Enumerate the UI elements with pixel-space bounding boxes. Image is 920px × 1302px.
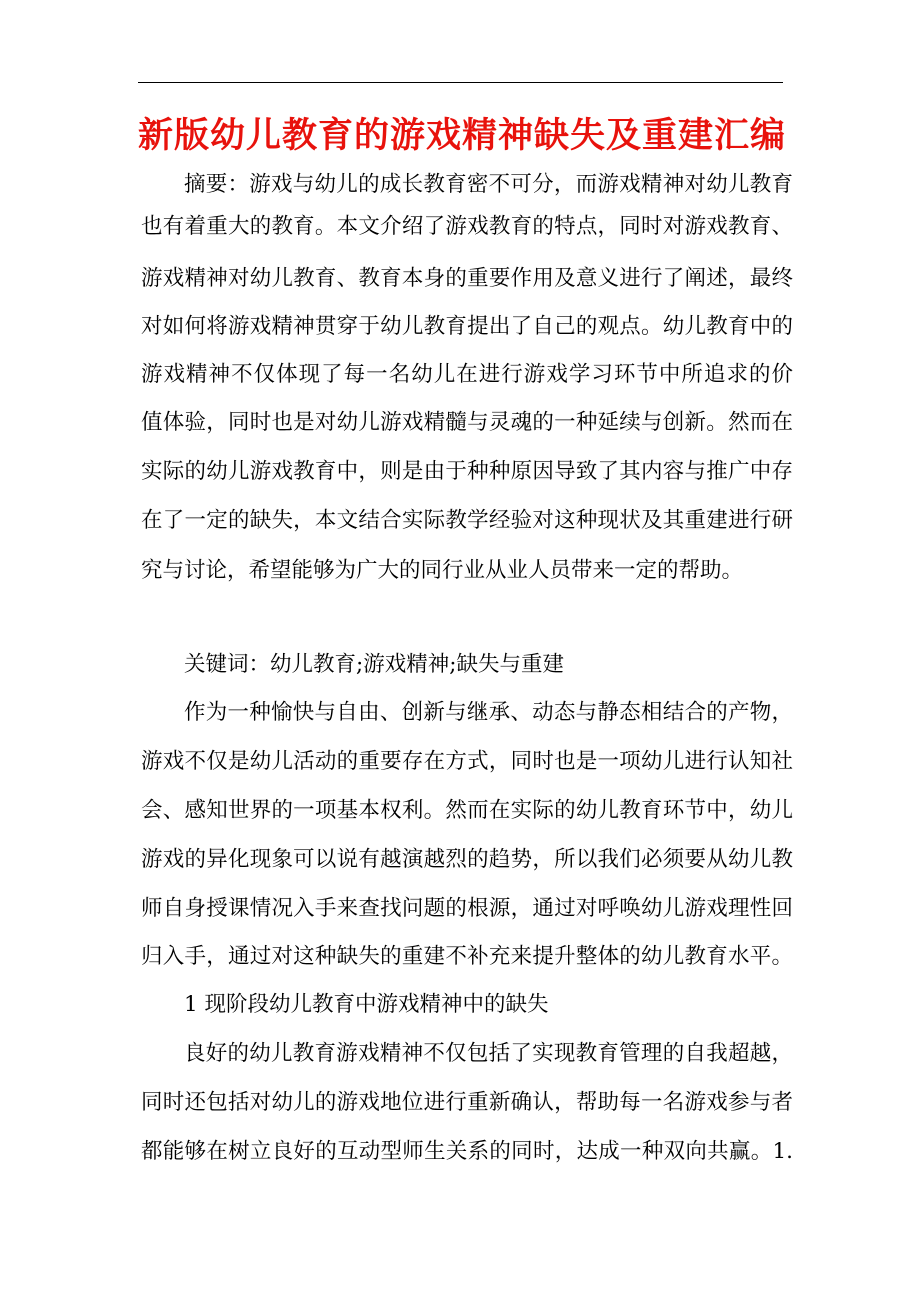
abstract-line: 究与讨论，希望能够为广大的同行业从业人员带来一定的帮助。: [141, 558, 744, 583]
intro-line: 归入手，通过对这种缺失的重建不补充来提升整体的幼儿教育水平。: [141, 944, 793, 969]
abstract-line: 游戏精神不仅体现了每一名幼儿在进行游戏学习环节中所追求的价: [141, 362, 793, 387]
intro-line: 会、感知世界的一项基本权利。然而在实际的幼儿教育环节中，幼儿: [141, 798, 793, 823]
header-rule: [138, 82, 783, 83]
abstract-line: 在了一定的缺失，本文结合实际教学经验对这种现状及其重建进行研: [141, 508, 793, 533]
intro-line: 作为一种愉快与自由、创新与继承、动态与静态相结合的产物，: [184, 700, 793, 725]
document-title: 新版幼儿教育的游戏精神缺失及重建汇编: [138, 115, 787, 156]
section-heading: 1 现阶段幼儿教育中游戏精神中的缺失: [184, 992, 549, 1017]
section-line: 都能够在树立良好的互动型师生关系的同时，达成一种双向共赢。1.: [141, 1139, 793, 1164]
intro-line: 游戏不仅是幼儿活动的重要存在方式，同时也是一项幼儿进行认知社: [141, 749, 793, 774]
intro-line: 游戏的异化现象可以说有越演越烈的趋势，所以我们必须要从幼儿教: [141, 847, 793, 872]
section-line: 同时还包括对幼儿的游戏地位进行重新确认，帮助每一名游戏参与者: [141, 1090, 793, 1115]
abstract-line: 值体验，同时也是对幼儿游戏精髓与灵魂的一种延续与创新。然而在: [141, 410, 793, 435]
abstract-line: 对如何将游戏精神贯穿于幼儿教育提出了自己的观点。幼儿教育中的: [141, 314, 793, 339]
abstract-line: 实际的幼儿游戏教育中，则是由于种种原因导致了其内容与推广中存: [141, 459, 793, 484]
abstract-line: 也有着重大的教育。本文介绍了游戏教育的特点，同时对游戏教育、: [141, 214, 793, 239]
keywords-line: 关键词：幼儿教育;游戏精神;缺失与重建: [184, 652, 564, 677]
abstract-line: 摘要：游戏与幼儿的成长教育密不可分，而游戏精神对幼儿教育: [184, 172, 793, 197]
abstract-line: 游戏精神对幼儿教育、教育本身的重要作用及意义进行了阐述，最终: [141, 266, 793, 291]
section-line: 良好的幼儿教育游戏精神不仅包括了实现教育管理的自我超越，: [184, 1041, 793, 1066]
intro-line: 师自身授课情况入手来查找问题的根源，通过对呼唤幼儿游戏理性回: [141, 896, 793, 921]
